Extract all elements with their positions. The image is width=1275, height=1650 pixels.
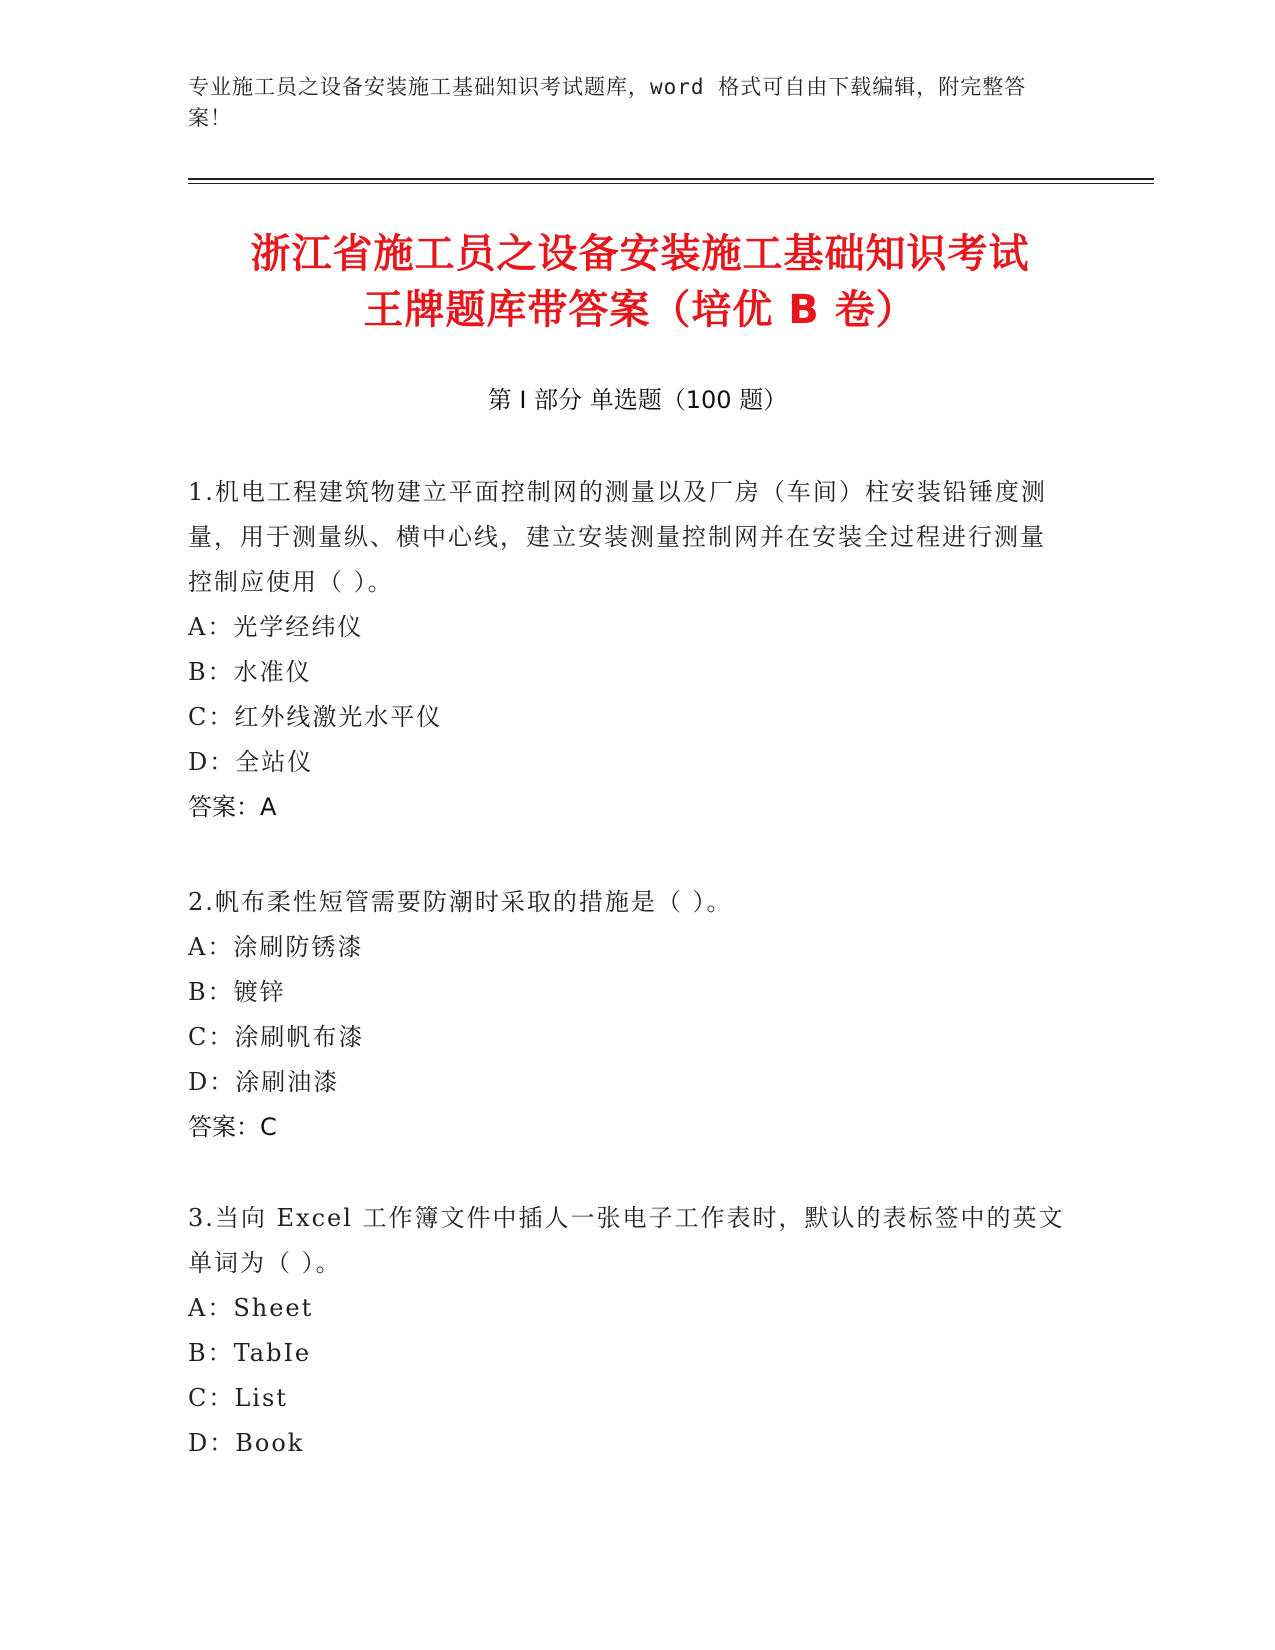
- title-line-1: 浙江省施工员之设备安装施工基础知识考试: [250, 231, 1030, 277]
- option-c: C：红外线激光水平仪: [188, 703, 443, 731]
- option-a: A：涂刷防锈漆: [188, 933, 364, 961]
- option-d: D：Book: [188, 1429, 305, 1457]
- option-c: C：List: [188, 1384, 288, 1412]
- question-3: [188, 1196, 1068, 1466]
- header-divider-thin: [188, 183, 1154, 184]
- option-d: D：全站仪: [188, 748, 314, 776]
- header-divider: [188, 178, 1154, 180]
- question-1: [188, 470, 1068, 830]
- option-a: A：Sheet: [188, 1294, 314, 1322]
- question-stem: 3.当向 Excel 工作簿文件中插人一张电子工作表时，默认的表标签中的英文单词为（ ）。: [188, 1204, 1065, 1277]
- answer: 答案：C: [188, 1113, 277, 1141]
- section-heading: 第 I 部分 单选题（100 题）: [487, 386, 788, 414]
- title-line-2: 王牌题库带答案（培优 B 卷）: [363, 287, 917, 333]
- question-2: [188, 880, 1068, 1150]
- answer: 答案：A: [188, 793, 277, 821]
- option-d: D：涂刷油漆: [188, 1068, 340, 1096]
- document-title: [180, 226, 1100, 338]
- option-a: A：光学经纬仪: [188, 613, 364, 641]
- option-b: B：镀锌: [188, 978, 286, 1006]
- option-b: B：水准仪: [188, 658, 312, 686]
- option-b: B：TabIe: [188, 1339, 312, 1367]
- question-stem: 2.帆布柔性短管需要防潮时采取的措施是（ ）。: [188, 888, 733, 916]
- option-c: C：涂刷帆布漆: [188, 1023, 365, 1051]
- header-note: 专业施工员之设备安装施工基础知识考试题库，word 格式可自由下载编辑，附完整答案！: [188, 75, 1027, 130]
- question-stem: 1.机电工程建筑物建立平面控制网的测量以及厂房（车间）柱安装铅锤度测量，用于测量纵、横中心线，建立安装测量控制网并在安装全过程进行测量控制应使用（ ）。: [188, 478, 1047, 596]
